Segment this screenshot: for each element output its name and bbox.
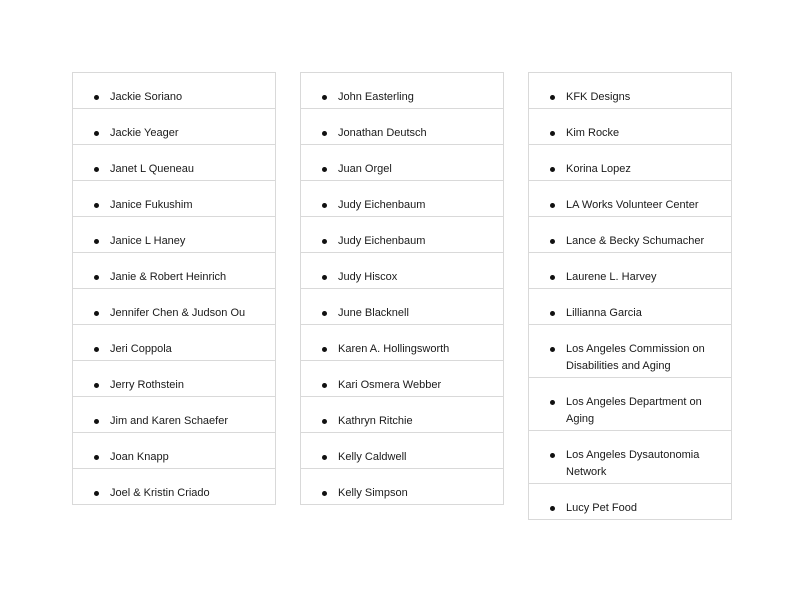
list-item-label: Joan Knapp	[110, 451, 169, 463]
bullet-icon	[94, 203, 99, 208]
bullet-icon	[322, 455, 327, 460]
bullet-icon	[94, 347, 99, 352]
list-item-label: June Blacknell	[338, 307, 409, 319]
list-item	[529, 145, 731, 181]
list-item-label: LA Works Volunteer Center	[566, 199, 699, 211]
bullet-icon	[322, 383, 327, 388]
list-item-label: Kathryn Ritchie	[338, 415, 413, 427]
list-item	[301, 73, 503, 109]
list-item	[529, 109, 731, 145]
list-item	[301, 361, 503, 397]
list-item	[301, 433, 503, 469]
list-item-label: Joel & Kristin Criado	[110, 487, 210, 499]
list-item	[73, 325, 275, 361]
bullet-icon	[322, 203, 327, 208]
list-item	[73, 73, 275, 109]
list-item-label: Kari Osmera Webber	[338, 379, 442, 391]
list-item-label: Judy Eichenbaum	[338, 235, 426, 247]
bullet-icon	[322, 347, 327, 352]
list-item-label: Kim Rocke	[566, 127, 620, 139]
list-item-label: Janet L Queneau	[110, 163, 194, 175]
bullet-icon	[94, 131, 99, 136]
list-item	[301, 145, 503, 181]
list-item-label: Kelly Simpson	[338, 487, 408, 499]
bullet-icon	[322, 311, 327, 316]
list-item	[73, 217, 275, 253]
list-item	[301, 253, 503, 289]
bullet-icon	[94, 383, 99, 388]
list-item-label: Jerry Rothstein	[110, 379, 184, 391]
list-item-label: Jim and Karen Schaefer	[110, 415, 229, 427]
bullet-icon	[94, 491, 99, 496]
list-item-label: Karen A. Hollingsworth	[338, 343, 450, 355]
list-item-label: Kelly Caldwell	[338, 451, 407, 463]
bullet-icon	[550, 275, 555, 280]
list-item	[529, 431, 731, 484]
list-item	[529, 484, 731, 520]
list-item-label: Korina Lopez	[566, 163, 631, 175]
bullet-icon	[322, 491, 327, 496]
list-item-label: KFK Designs	[566, 91, 631, 103]
bullet-icon	[94, 455, 99, 460]
list-item	[73, 145, 275, 181]
list-item-label: Jeri Coppola	[110, 343, 172, 355]
list-item	[73, 181, 275, 217]
donor-list-column-2	[300, 72, 504, 505]
list-item	[301, 181, 503, 217]
list-item	[529, 378, 731, 431]
list-item	[73, 253, 275, 289]
bullet-icon	[94, 95, 99, 100]
bullet-icon	[322, 95, 327, 100]
list-item-label: Lillianna Garcia	[566, 307, 642, 319]
bullet-icon	[550, 167, 555, 172]
list-item	[73, 289, 275, 325]
list-item	[301, 469, 503, 505]
bullet-icon	[550, 506, 555, 511]
list-item	[301, 217, 503, 253]
list-item-label: Lance & Becky Schumacher	[566, 235, 705, 247]
bullet-icon	[550, 131, 555, 136]
bullet-icon	[322, 167, 327, 172]
list-item-label: Janice Fukushim	[110, 199, 193, 211]
list-item-label: Jennifer Chen & Judson Ou	[110, 307, 246, 319]
list-item	[301, 289, 503, 325]
list-item-label: Jonathan Deutsch	[338, 127, 427, 139]
list-item-label: Laurene L. Harvey	[566, 271, 657, 283]
bullet-icon	[550, 400, 555, 405]
bullet-icon	[550, 347, 555, 352]
bullet-icon	[550, 453, 555, 458]
list-item	[73, 433, 275, 469]
list-item-label: Judy Hiscox	[338, 271, 398, 283]
list-item-label: Los Angeles Commission on Disabilities and Aging	[566, 343, 705, 372]
bullet-icon	[94, 239, 99, 244]
donor-list-column-1	[72, 72, 276, 505]
list-item-label: Los Angeles Department on Aging	[566, 396, 702, 425]
bullet-icon	[550, 203, 555, 208]
list-item-label: John Easterling	[338, 91, 414, 103]
bullet-icon	[94, 419, 99, 424]
list-item	[73, 109, 275, 145]
list-item	[301, 109, 503, 145]
bullet-icon	[550, 311, 555, 316]
bullet-icon	[322, 131, 327, 136]
list-item	[529, 73, 731, 109]
list-item	[529, 181, 731, 217]
bullet-icon	[322, 275, 327, 280]
list-item	[301, 397, 503, 433]
list-item	[529, 217, 731, 253]
bullet-icon	[550, 95, 555, 100]
list-item	[73, 361, 275, 397]
list-item	[529, 325, 731, 378]
list-item-label: Janice L Haney	[110, 235, 186, 247]
list-item	[529, 253, 731, 289]
list-item-label: Judy Eichenbaum	[338, 199, 426, 211]
list-item	[73, 397, 275, 433]
bullet-icon	[94, 311, 99, 316]
bullet-icon	[94, 167, 99, 172]
list-item-label: Jackie Yeager	[110, 127, 179, 139]
list-item-label: Los Angeles Dysautonomia Network	[566, 449, 700, 478]
bullet-icon	[322, 419, 327, 424]
list-item-label: Jackie Soriano	[110, 91, 183, 103]
list-item	[301, 325, 503, 361]
bullet-icon	[550, 239, 555, 244]
bullet-icon	[94, 275, 99, 280]
list-item-label: Janie & Robert Heinrich	[110, 271, 227, 283]
list-item	[73, 469, 275, 505]
donor-list-column-3	[528, 72, 732, 520]
list-item-label: Juan Orgel	[338, 163, 392, 175]
bullet-icon	[322, 239, 327, 244]
list-item-label: Lucy Pet Food	[566, 502, 637, 514]
list-item	[529, 289, 731, 325]
